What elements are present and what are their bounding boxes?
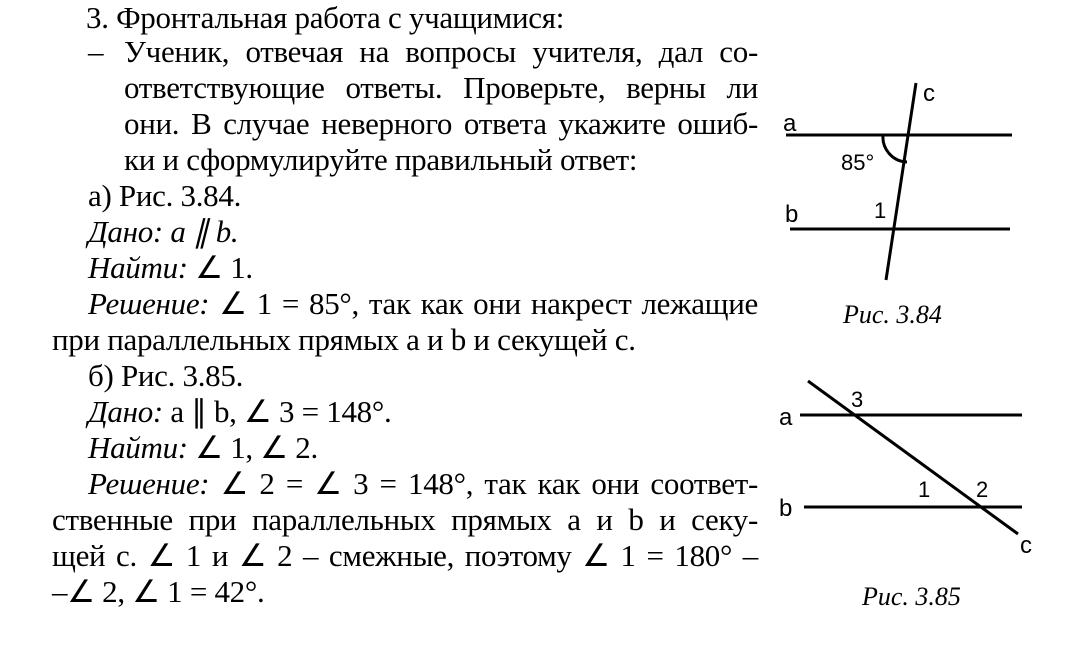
intro-line-2: ответствующие ответы. Проверьте, верны ли (124, 70, 758, 105)
part-b-solution-3: щей c. ∠ 1 и ∠ 2 – смежные, поэтому ∠ 1 = 180° – (52, 538, 758, 573)
fig385-label-c: c (1020, 532, 1032, 559)
fig384-label-a: a (783, 110, 797, 137)
intro-line-4: ки и сформулируйте правильный ответ: (124, 142, 638, 177)
given-label: Дано: (88, 214, 163, 249)
fig384-angle-1-label: 1 (874, 198, 887, 223)
fig385-label-a: a (779, 404, 793, 431)
line-c-transversal (886, 83, 916, 280)
find-value: ∠ 1, ∠ 2. (195, 430, 318, 465)
part-b-solution-2: ственные при параллельных прямых a и b и секу- (52, 502, 758, 537)
solution-text: ∠ 1 = 85°, так как они накрест лежащие (219, 286, 758, 321)
fig385-angle-3-label: 3 (851, 387, 864, 412)
solution-label: Решение: (88, 286, 210, 321)
solution-label: Решение: (88, 466, 210, 501)
list-dash: – (88, 34, 104, 69)
fig384-label-b: b (785, 201, 799, 228)
fig385-angle-1-label: 1 (918, 477, 931, 502)
find-label: Найти: (88, 430, 188, 465)
figure-3-84 (786, 83, 1012, 280)
find-label: Найти: (88, 250, 188, 285)
intro-line-3: они. В случае неверного ответа укажите ошиб- (124, 106, 758, 141)
part-b-solution-4: –∠ 2, ∠ 1 = 42°. (52, 574, 265, 609)
intro-line-1: Ученик, отвечая на вопросы учителя, дал со- (124, 34, 758, 69)
given-label: Дано: (88, 394, 163, 429)
figure-3-85 (800, 381, 1022, 534)
section-heading: 3. Фронтальная работа с учащимися: (86, 0, 565, 35)
fig384-caption: Рис. 3.84 (843, 300, 942, 329)
part-b-label: б) Рис. 3.85. (88, 358, 244, 393)
given-value: a ∥ b. (170, 214, 239, 249)
line-c-transversal (808, 381, 1018, 534)
fig385-caption: Рис. 3.85 (862, 582, 961, 611)
fig385-label-b: b (779, 495, 793, 522)
solution-text: ∠ 2 = ∠ 3 = 148°, так как они соответ- (220, 466, 758, 501)
part-a-solution-2: при параллельных прямых a и b и секущей c. (52, 322, 636, 357)
part-a-label: а) Рис. 3.84. (88, 178, 242, 213)
fig385-angle-2-label: 2 (976, 477, 989, 502)
fig384-label-c: c (923, 80, 935, 107)
given-value: a ∥ b, ∠ 3 = 148°. (170, 394, 392, 429)
find-value: ∠ 1. (195, 250, 253, 285)
fig384-angle-85-label: 85° (841, 150, 875, 175)
